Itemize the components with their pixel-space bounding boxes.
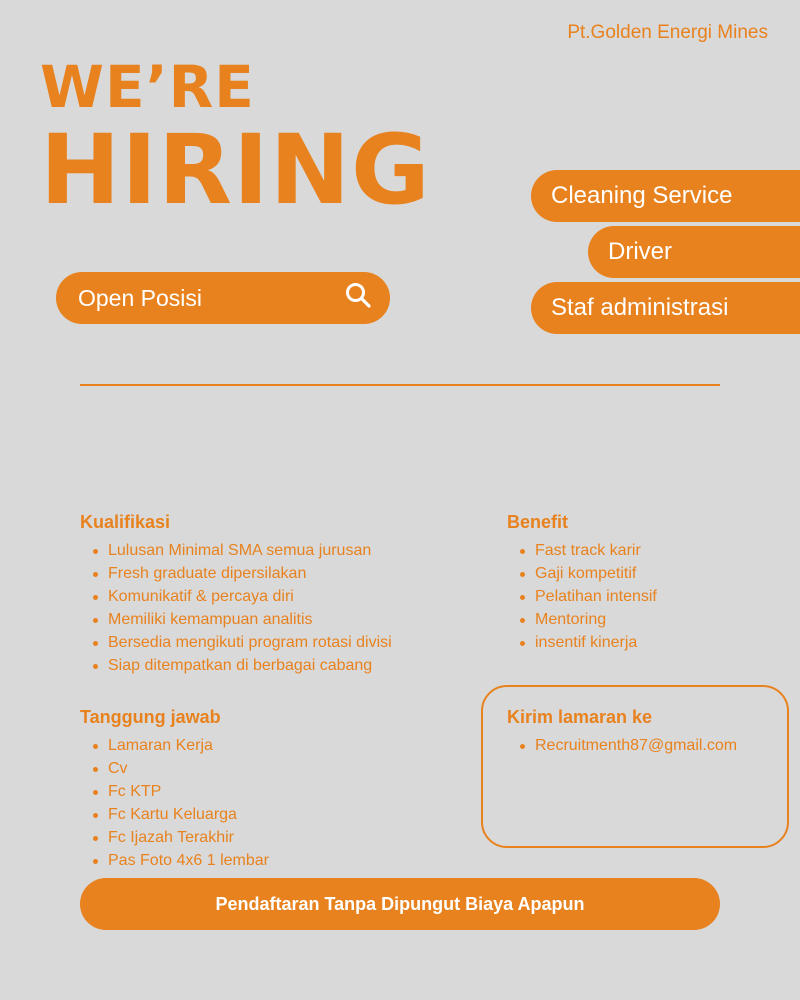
benefit-title: Benefit (507, 512, 569, 532)
kualifikasi-list (80, 539, 392, 677)
benefit-section (507, 512, 657, 654)
list-item: Fc KTP (108, 780, 269, 803)
position-driver[interactable] (588, 226, 800, 278)
search-icon[interactable] (344, 281, 372, 315)
tanggung-jawab-list (80, 734, 269, 872)
kualifikasi-section (80, 512, 392, 677)
email-address[interactable]: Recruitmenth87@gmail.com (535, 734, 787, 757)
kualifikasi-title: Kualifikasi (80, 512, 171, 532)
list-item: Komunikatif & percaya diri (108, 585, 392, 608)
list-item: Mentoring (535, 608, 657, 631)
list-item: Fc Kartu Keluarga (108, 803, 269, 826)
company-name: Pt.Golden Energi Mines (567, 22, 768, 43)
open-posisi-search[interactable] (56, 272, 390, 324)
list-item: Fast track karir (535, 539, 657, 562)
tanggung-jawab-title: Tanggung jawab (80, 707, 221, 727)
headline-were: WE’RE (40, 53, 255, 121)
open-posisi-label: Open Posisi (78, 284, 203, 311)
list-item: Gaji kompetitif (535, 562, 657, 585)
position-label: Staf administrasi (551, 294, 729, 321)
list-item: Lulusan Minimal SMA semua jurusan (108, 539, 392, 562)
position-staf-administrasi[interactable] (531, 282, 800, 334)
list-item: Fresh graduate dipersilakan (108, 562, 392, 585)
headline-hiring: HIRING (40, 114, 431, 226)
footer-text: Pendaftaran Tanpa Dipungut Biaya Apapun (215, 893, 585, 914)
list-item: Bersedia mengikuti program rotasi divisi (108, 631, 392, 654)
list-item: insentif kinerja (535, 631, 657, 654)
list-item: Fc Ijazah Terakhir (108, 826, 269, 849)
list-item: Pas Foto 4x6 1 lembar (108, 849, 269, 872)
free-registration-banner (80, 878, 720, 930)
tanggung-jawab-section (80, 707, 269, 872)
list-item: Memiliki kemampuan analitis (108, 608, 392, 631)
position-label: Driver (608, 238, 672, 265)
list-item: Lamaran Kerja (108, 734, 269, 757)
list-item: Siap ditempatkan di berbagai cabang (108, 654, 392, 677)
list-item: Pelatihan intensif (535, 585, 657, 608)
position-label: Cleaning Service (551, 182, 733, 209)
divider (80, 384, 720, 386)
kirim-lamaran-list (507, 734, 787, 757)
position-cleaning-service[interactable] (531, 170, 800, 222)
benefit-list (507, 539, 657, 654)
list-item: Cv (108, 757, 269, 780)
kirim-lamaran-title: Kirim lamaran ke (507, 707, 653, 727)
kirim-lamaran-box (481, 685, 789, 848)
